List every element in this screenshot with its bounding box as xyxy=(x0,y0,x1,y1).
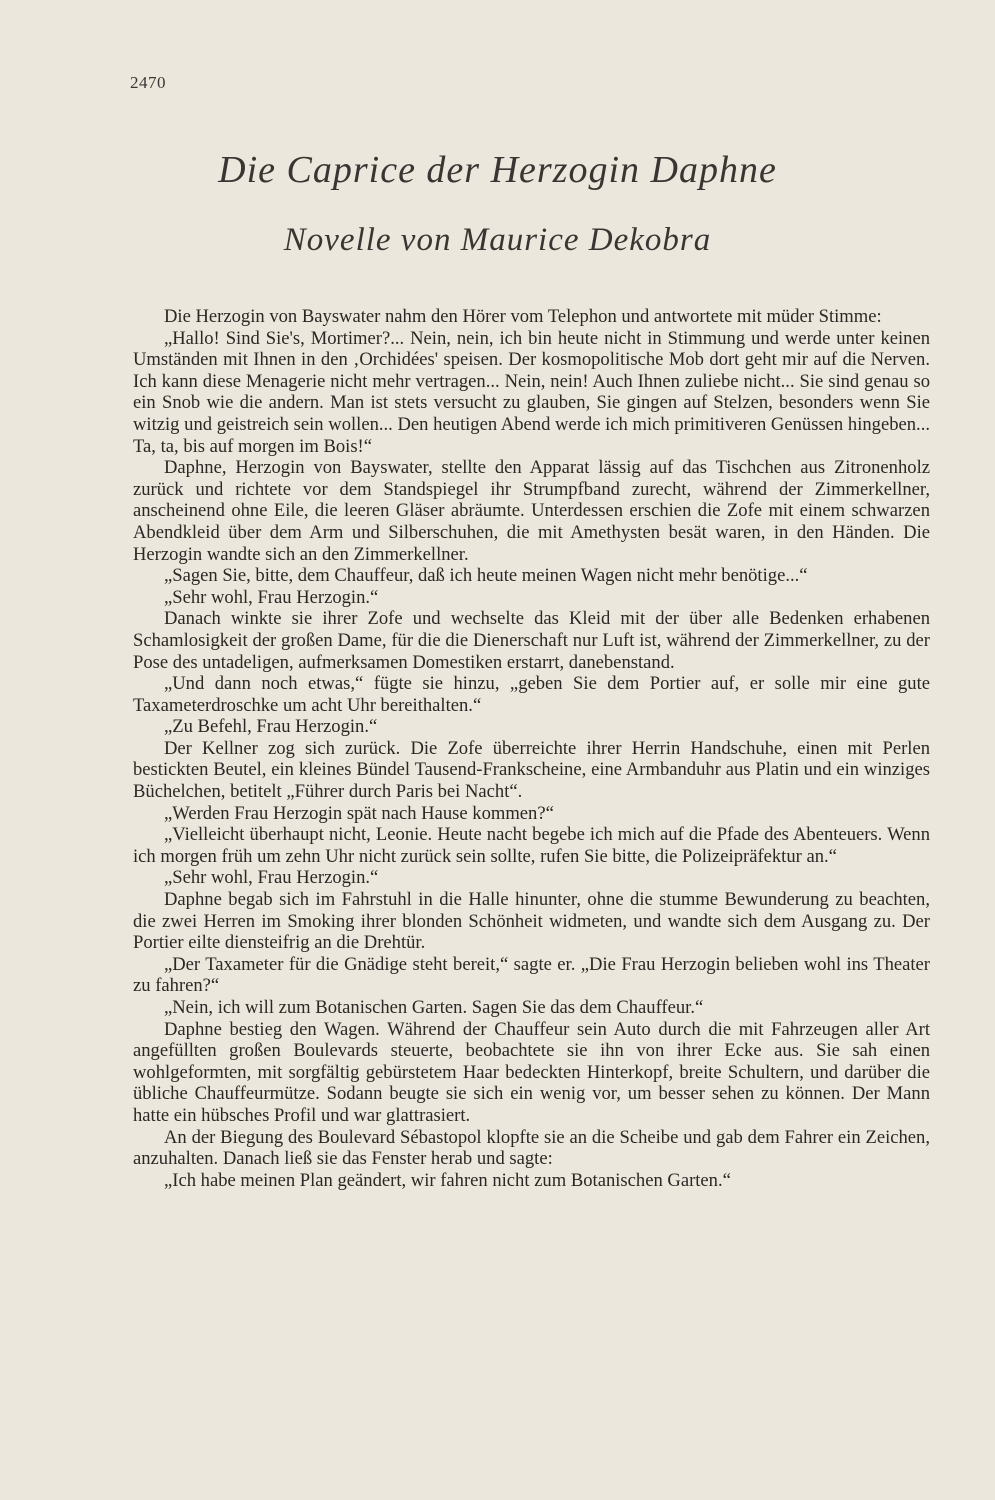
paragraph: Die Herzogin von Bayswater nahm den Hörer vom Telephon und antwortete mit müder Stimme: xyxy=(164,306,882,327)
paragraph: „Und dann noch etwas,“ fügte sie hinzu, „geben Sie dem Portier auf, er solle mir eine gute Taxameterdroschke um acht Uhr bereithalten.“ xyxy=(133,673,930,716)
story-body xyxy=(133,306,930,1191)
paragraph: „Sehr wohl, Frau Herzogin.“ xyxy=(164,586,379,608)
paragraph: Daphne, Herzogin von Bayswater, stellte den Apparat lässig auf das Tischchen aus Zitronenholz zurück und richtete vor dem Standspiegel ihr Strumpfband zurecht, während der Zimmerkellner, anscheinend ohne Eile, die leeren Gläser abräumte. Unterdessen erschien die Zofe mit einem schwarzen Abendkleid über dem Arm und Silberschuhen, die mit Amethysten besät waren, in den Händen. Die Herzogin wandte sich an den Zimmerkellner. xyxy=(133,457,930,565)
story-subtitle: Novelle von Maurice Dekobra xyxy=(283,222,712,258)
paragraph: „Ich habe meinen Plan geändert, wir fahren nicht zum Botanischen Garten.“ xyxy=(164,1169,731,1191)
paragraph: „Hallo! Sind Sie's, Mortimer?... Nein, nein, ich bin heute nicht in Stimmung und werde unter keinen Umständen mit Ihnen in den ‚Orchidées' speisen. Der kosmopolitische Mob dort geht mir auf die Nerven. Ich kann diese Menagerie nicht mehr vertragen... Nein, nein! Auch Ihnen zuliebe nicht... Sie sind genau so ein Snob wie die andern. Man ist stets versucht zu glauben, Sie gingen auf Stelzen, besonders wenn Sie witzig und geistreich sein wollen... Den heutigen Abend werde ich mich primitiveren Genüssen hingeben... Ta, ta, bis auf morgen im Bois!“ xyxy=(133,327,930,457)
paragraph: „Sehr wohl, Frau Herzogin.“ xyxy=(164,867,379,889)
paragraph: „Der Taxameter für die Gnädige steht bereit,“ sagte er. „Die Frau Herzogin belieben wohl ins Theater zu fahren?“ xyxy=(133,953,930,997)
story-title: Die Caprice der Herzogin Daphne xyxy=(218,149,777,191)
paragraph: „Sagen Sie, bitte, dem Chauffeur, daß ich heute meinen Wagen nicht mehr benötige...“ xyxy=(164,565,808,587)
paragraph: An der Biegung des Boulevard Sébastopol klopfte sie an die Scheibe und gab dem Fahrer ein Zeichen, anzuhalten. Danach ließ sie das Fenster herab und sagte: xyxy=(133,1126,930,1170)
page-number: 2470 xyxy=(130,73,166,92)
paragraph: „Werden Frau Herzogin spät nach Hause kommen?“ xyxy=(164,802,554,824)
paragraph: Daphne bestieg den Wagen. Während der Chauffeur sein Auto durch die mit Fahrzeugen aller Art angefüllten großen Boulevards steuerte, beobachtete sie ihn von ihrer Ecke aus. Sie sah einen wohlgeformten, mit sorgfältig gebürstetem Haar bedeckten Hinterkopf, breite Schultern, und darüber die übliche Chauffeurmütze. Sodann beugte sie sich ein wenig vor, um besser sehen zu können. Der Mann hatte ein hübsches Profil und war glattrasiert. xyxy=(133,1018,930,1126)
paragraph: Danach winkte sie ihrer Zofe und wechselte das Kleid mit der über alle Bedenken erhabenen Schamlosigkeit der großen Dame, für die die Dienerschaft nur Luft ist, während der Zimmerkellner, zu der Pose des untadeligen, aufmerksamen Domestiken erstarrt, danebenstand. xyxy=(133,608,930,673)
paragraph: Der Kellner zog sich zurück. Die Zofe überreichte ihrer Herrin Handschuhe, einen mit Perlen bestickten Beutel, ein kleines Bündel Tausend-Frankscheine, eine Armbanduhr aus Platin und ein winziges Büchelchen, betitelt „Führer durch Paris bei Nacht“. xyxy=(133,737,930,803)
paragraph: „Vielleicht überhaupt nicht, Leonie. Heute nacht begebe ich mich auf die Pfade des Abenteuers. Wenn ich morgen früh um zehn Uhr nicht zurück sein sollte, rufen Sie bitte, die Polizeipräfektur an.“ xyxy=(133,824,930,867)
paragraph: „Nein, ich will zum Botanischen Garten. Sagen Sie das dem Chauffeur.“ xyxy=(164,997,704,1018)
paragraph: „Zu Befehl, Frau Herzogin.“ xyxy=(164,716,378,738)
paragraph: Daphne begab sich im Fahrstuhl in die Halle hinunter, ohne die stumme Bewunderung zu beachten, die zwei Herren im Smoking ihrer blonden Schönheit widmeten, und wandte sich dem Ausgang zu. Der Portier eilte diensteifrig an die Drehtür. xyxy=(133,889,930,954)
